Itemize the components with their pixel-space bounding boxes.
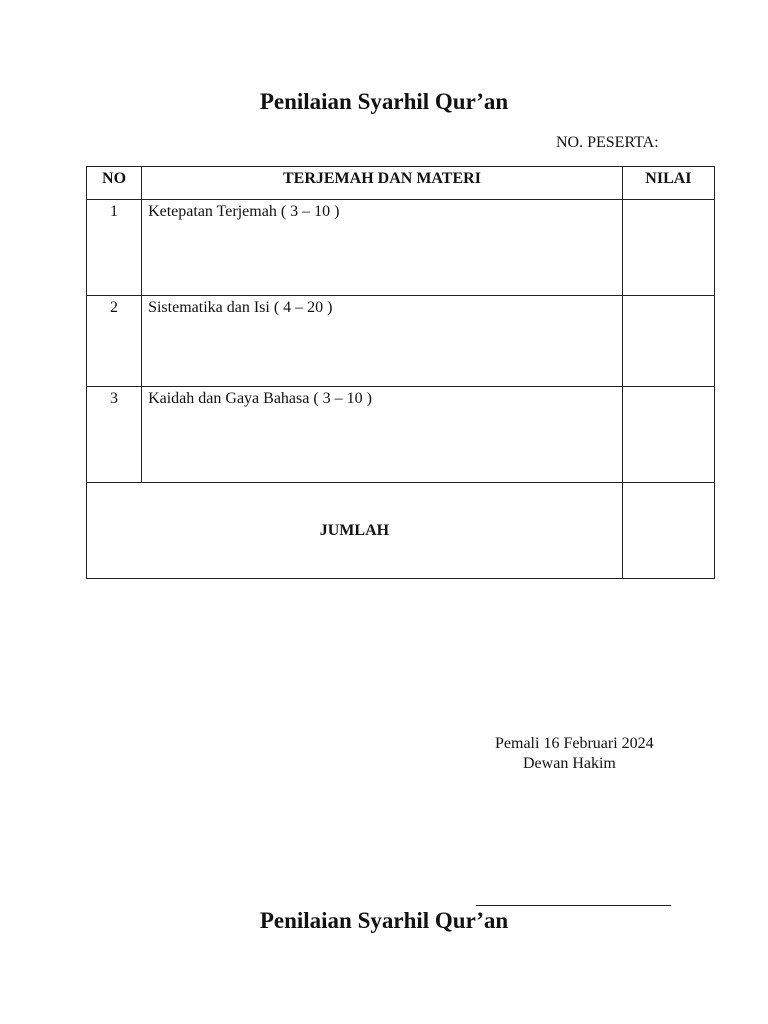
- table-row: [87, 296, 715, 387]
- row-number: 2: [87, 296, 142, 387]
- header-nilai: NILAI: [622, 167, 714, 200]
- row-score-cell: [622, 387, 714, 483]
- document-title: Penilaian Syarhil Qur’an: [259, 89, 509, 114]
- score-table: [86, 166, 715, 579]
- row-number: 1: [87, 200, 142, 296]
- row-criterion: Kaidah dan Gaya Bahasa ( 3 – 10 ): [142, 387, 623, 483]
- header-materi: TERJEMAH DAN MATERI: [142, 167, 623, 200]
- total-row: [87, 483, 715, 579]
- total-score-cell: [622, 483, 714, 579]
- row-score-cell: [622, 296, 714, 387]
- table-header-row: [87, 167, 715, 200]
- row-criterion: Ketepatan Terjemah ( 3 – 10 ): [142, 200, 623, 296]
- signature-place-date: Pemali 16 Februari 2024: [495, 735, 654, 752]
- signature-line: [476, 905, 671, 906]
- row-criterion: Sistematika dan Isi ( 4 – 20 ): [142, 296, 623, 387]
- table-row: [87, 387, 715, 483]
- row-score-cell: [622, 200, 714, 296]
- repeat-document-title: Penilaian Syarhil Qur’an: [259, 908, 509, 933]
- signature-block: [495, 734, 654, 774]
- table-row: [87, 200, 715, 296]
- participant-number-label: NO. PESERTA:: [556, 134, 659, 151]
- header-no: NO: [87, 167, 142, 200]
- row-number: 3: [87, 387, 142, 483]
- total-label: JUMLAH: [87, 483, 623, 579]
- signature-role: Dewan Hakim: [523, 755, 616, 772]
